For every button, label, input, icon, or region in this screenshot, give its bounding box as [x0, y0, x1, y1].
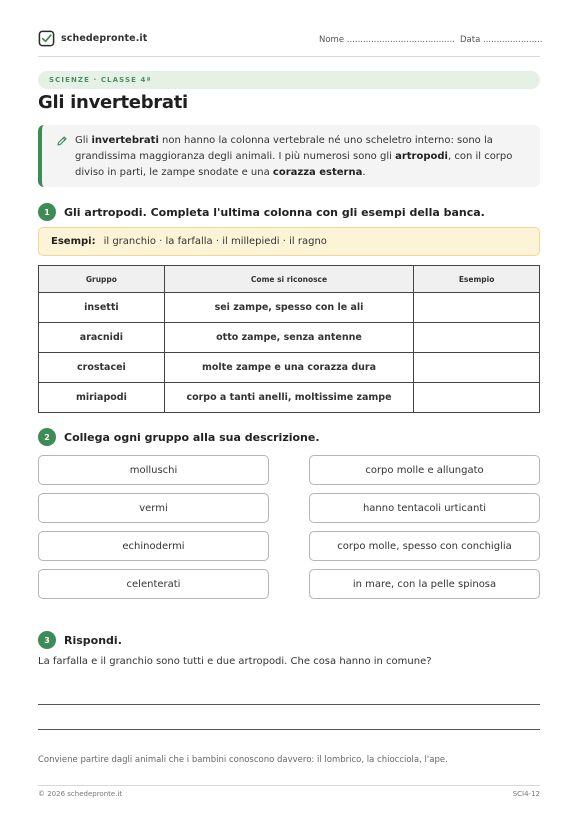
word-bank-items: il granchio · la farfalla · il millepiedi · il ragno: [103, 236, 327, 247]
word-bank-label: Esempi:: [51, 236, 96, 247]
table-row: [39, 323, 540, 353]
brand-name: schedepronte.it: [61, 33, 148, 44]
group-cell: aracnidi: [39, 323, 165, 353]
date-field: Data ......................: [460, 35, 543, 45]
group-cell: miriapodi: [39, 383, 165, 413]
table-row: [39, 293, 540, 323]
word-bank: [38, 227, 540, 256]
section-title: Gli artropodi. Completa l'ultima colonna con gli esempi della banca.: [64, 205, 485, 219]
description-cell: molte zampe e una corazza dura: [164, 353, 413, 383]
section-1-heading: [38, 203, 485, 221]
table-header-row: [39, 266, 540, 293]
group-cell: insetti: [39, 293, 165, 323]
example-answer-cell[interactable]: [414, 353, 540, 383]
teacher-note: Conviene partire dagli animali che i bambini conoscono davvero: il lombrico, la chiocciola, l'ape.: [38, 755, 448, 765]
group-cell: crostacei: [39, 353, 165, 383]
checkbox-logo-icon: [38, 30, 55, 47]
copyright: © 2026 schedepronte.it: [38, 790, 123, 798]
brand: [38, 30, 147, 47]
keyword-artropodi: artropodi: [395, 151, 448, 162]
intro-box: [38, 125, 540, 187]
match-group-box[interactable]: vermi: [38, 493, 269, 523]
intro-text: Gli invertebrati non hanno la colonna vertebrale né uno scheletro interno: sono la grandissima maggioranza degli animali. I più numerosi sono gli artropodi, con il corpo diviso in parti, le zampe snodate e una corazza esterna.: [75, 135, 513, 178]
subject-label: SCIENZE · CLASSE 4ª: [38, 71, 540, 89]
match-description-box[interactable]: corpo molle e allungato: [309, 455, 540, 485]
column-header: Esempio: [414, 266, 540, 293]
match-group-box[interactable]: celenterati: [38, 569, 269, 599]
match-description-box[interactable]: in mare, con la pelle spinosa: [309, 569, 540, 599]
match-description-box[interactable]: hanno tentacoli urticanti: [309, 493, 540, 523]
match-group-box[interactable]: molluschi: [38, 455, 269, 485]
example-answer-cell[interactable]: [414, 323, 540, 353]
description-cell: otto zampe, senza antenne: [164, 323, 413, 353]
section-number-badge: 1: [38, 203, 56, 221]
pencil-icon: [56, 135, 68, 147]
description-cell: sei zampe, spesso con le ali: [164, 293, 413, 323]
column-header: Gruppo: [39, 266, 165, 293]
section-title: Rispondi.: [64, 633, 122, 647]
section-2-heading: [38, 428, 320, 446]
example-answer-cell[interactable]: [414, 383, 540, 413]
footer-divider: [38, 785, 540, 786]
keyword-invertebrati: invertebrati: [91, 135, 159, 146]
question-text: La farfalla e il granchio sono tutti e due artropodi. Che cosa hanno in comune?: [38, 656, 432, 667]
table-row: [39, 383, 540, 413]
arthropods-table: [38, 265, 540, 413]
answer-line[interactable]: [38, 729, 540, 730]
section-title: Collega ogni gruppo alla sua descrizione.: [64, 430, 320, 444]
worksheet-code: SCI4-12: [512, 790, 540, 798]
match-group-box[interactable]: echinodermi: [38, 531, 269, 561]
name-field: Nome ........................................: [319, 35, 455, 45]
page-header: [38, 28, 543, 52]
section-3-heading: [38, 631, 122, 649]
section-number-badge: 2: [38, 428, 56, 446]
header-divider: [38, 56, 540, 57]
description-cell: corpo a tanti anelli, moltissime zampe: [164, 383, 413, 413]
table-row: [39, 353, 540, 383]
keyword-corazza: corazza esterna: [272, 167, 363, 178]
match-description-box[interactable]: corpo molle, spesso con conchiglia: [309, 531, 540, 561]
column-header: Come si riconosce: [164, 266, 413, 293]
example-answer-cell[interactable]: [414, 293, 540, 323]
section-number-badge: 3: [38, 631, 56, 649]
answer-line[interactable]: [38, 704, 540, 705]
page-title: Gli invertebrati: [38, 92, 188, 113]
